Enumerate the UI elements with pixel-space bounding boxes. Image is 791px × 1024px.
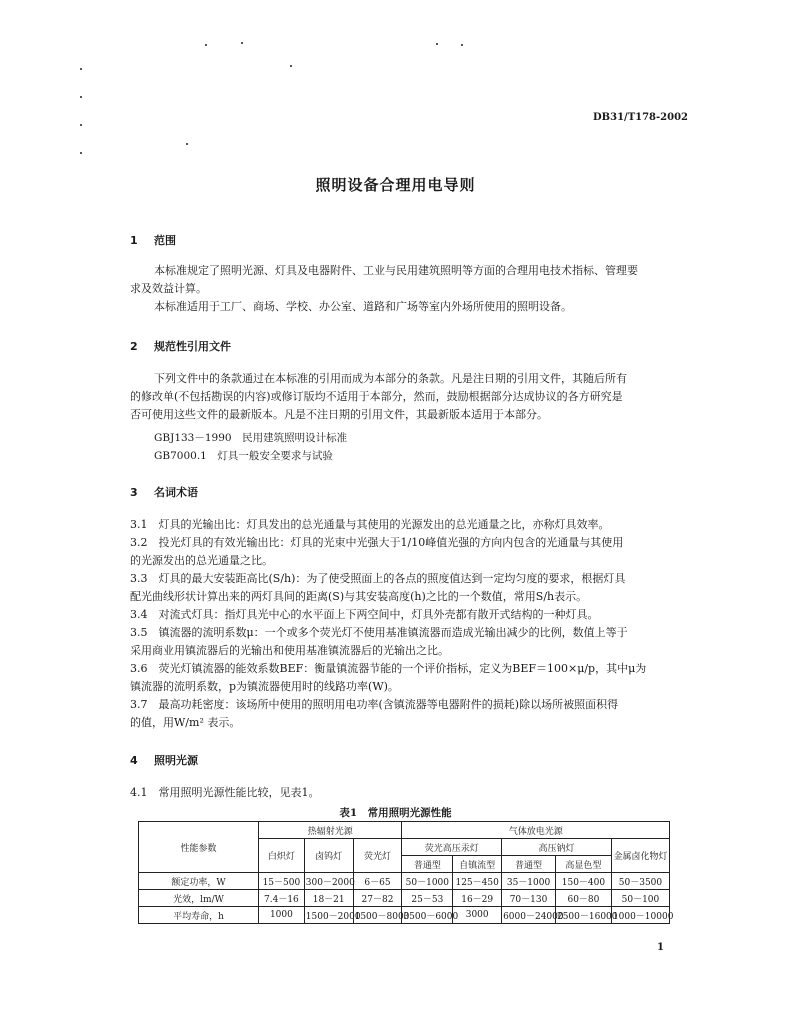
table-cell: 1500－2000 <box>304 907 353 924</box>
section-3-heading: 3 名词术语 <box>130 486 198 499</box>
row-label: 平均寿命，h <box>139 907 259 924</box>
section-1-para-1a: 本标准规定了照明光源、灯具及电器附件、工业与民用建筑照明等方面的合理用电技术指标、管理要 <box>154 264 638 277</box>
subgroup-hps-header: 高压钠灯 <box>502 839 612 856</box>
col-header: 高显色型 <box>555 856 611 873</box>
section-2-para-3: 否可使用这些文件的最新版本。凡是不注日期的引用文件，其最新版本适用于本部分。 <box>130 408 548 421</box>
section-2-para-1: 下列文件中的条款通过在本标准的引用而成为本部分的条款。凡是注日期的引用文件，其随后所有 <box>154 372 627 385</box>
table-cell: 6000－24000 <box>502 907 556 924</box>
term-3-6a: 3.6 荧光灯镇流器的能效系数BEF：衡量镇流器节能的一个评价指标，定义为BEF＝100×μ/p，其中μ为 <box>130 662 647 675</box>
term-4-1: 4.1 常用照明光源性能比较，见表1。 <box>130 786 320 799</box>
section-1-heading: 1 范围 <box>130 234 176 247</box>
group-gas-header: 气体放电光源 <box>402 822 670 839</box>
row-label: 光效，lm/W <box>139 890 259 907</box>
table-cell: 7.4－16 <box>259 890 305 907</box>
term-3-4: 3.4 对流式灯具：指灯具光中心的水平面上下两空间中，灯具外壳都有散开式结构的一种灯具。 <box>130 608 599 621</box>
term-3-2b: 的光源发出的总光通量之比。 <box>130 554 273 567</box>
table-cell: 35－1000 <box>502 873 556 890</box>
table-cell: 1000－10000 <box>611 907 669 924</box>
table-caption: 表1 常用照明光源性能 <box>339 807 452 819</box>
term-3-1: 3.1 灯具的光输出比：灯具发出的总光通量与其使用的光源发出的总光通量之比，亦称灯具效率。 <box>130 518 610 531</box>
term-3-2a: 3.2 投光灯具的有效光输出比：灯具的光束中光强大于1/10峰值光强的方向内包含的光通量与其使用 <box>130 536 624 549</box>
subgroup-fluorescent-header: 荧光高压汞灯 <box>402 839 502 856</box>
table-cell: 3000 <box>453 907 502 924</box>
term-3-5b: 采用商业用镇流器后的光输出和使用基准镇流器后的光输出之比。 <box>130 644 449 657</box>
page-number: 1 <box>657 942 664 953</box>
reference-2: GB7000.1 灯具一般安全要求与试验 <box>154 450 333 462</box>
table-cell: 125－450 <box>453 873 502 890</box>
term-3-7a: 3.7 最高功耗密度：该场所中使用的照明用电功率(含镇流器等电器附件的损耗)除以场所被照面积得 <box>130 698 619 711</box>
table-cell: 27－82 <box>353 890 402 907</box>
table-cell: 50－100 <box>611 890 669 907</box>
term-3-3a: 3.3 灯具的最大安装距高比(S/h)：为了使受照面上的各点的照度值达到一定均匀度的要求，根据灯具 <box>130 572 626 585</box>
table-cell: 6－65 <box>353 873 402 890</box>
col-header: 卤钨灯 <box>304 839 353 873</box>
term-3-3b: 配光曲线形状计算出来的两灯具间的距离(S)与其安装高度(h)之比的一个数值，常用S/h表示。 <box>130 590 588 603</box>
table-cell: 150－400 <box>555 873 611 890</box>
term-3-7b: 的值，用W/m² 表示。 <box>130 716 241 729</box>
col-header: 普通型 <box>502 856 556 873</box>
table-cell: 16－29 <box>453 890 502 907</box>
term-3-6b: 镇流器的流明系数，p为镇流器使用时的线路功率(W)。 <box>130 680 399 693</box>
table-cell: 25－53 <box>402 890 453 907</box>
table-cell: 70－130 <box>502 890 556 907</box>
col-header: 白炽灯 <box>259 839 305 873</box>
table-row <box>139 873 670 890</box>
page-title: 照明设备合理用电导则 <box>315 176 476 194</box>
group-thermal-header: 热辐射光源 <box>259 822 402 839</box>
table-cell: 15－500 <box>259 873 305 890</box>
table-cell: 18－21 <box>304 890 353 907</box>
table-cell: 50－3500 <box>611 873 669 890</box>
col-header: 普通型 <box>402 856 453 873</box>
reference-1: GBJ133－1990 民用建筑照明设计标准 <box>154 432 348 444</box>
col-header: 荧光灯 <box>353 839 402 873</box>
section-4-heading: 4 照明光源 <box>130 754 198 767</box>
col-header: 自镇流型 <box>453 856 502 873</box>
table-row <box>139 907 670 924</box>
table-cell: 50－1000 <box>402 873 453 890</box>
param-header: 性能参数 <box>139 822 259 873</box>
table-cell: 60－80 <box>555 890 611 907</box>
row-label: 额定功率，W <box>139 873 259 890</box>
standard-code: DB31/T178-2002 <box>593 112 688 123</box>
col-header: 金属卤化物灯 <box>611 839 669 873</box>
table-cell: 1500－8000 <box>353 907 402 924</box>
lamp-performance-table <box>138 821 674 924</box>
table-cell: 2500－16000 <box>555 907 611 924</box>
section-2-heading: 2 规范性引用文件 <box>130 340 231 353</box>
table-cell: 3500－6000 <box>402 907 453 924</box>
term-3-5a: 3.5 镇流器的流明系数μ：一个或多个荧光灯不使用基准镇流器而造成光输出减少的比例，数值上等于 <box>130 626 628 639</box>
table-cell: 300－2000 <box>304 873 353 890</box>
table-row <box>139 890 670 907</box>
table-cell: 1000 <box>259 907 305 924</box>
section-2-para-2: 的修改单(不包括勘误的内容)或修订版均不适用于本部分，然而，鼓励根据部分达成协议的各方研究是 <box>130 390 623 403</box>
section-1-para-1b: 求及效益计算。 <box>130 282 207 295</box>
section-1-para-2: 本标准适用于工厂、商场、学校、办公室、道路和广场等室内外场所使用的照明设备。 <box>154 300 572 313</box>
